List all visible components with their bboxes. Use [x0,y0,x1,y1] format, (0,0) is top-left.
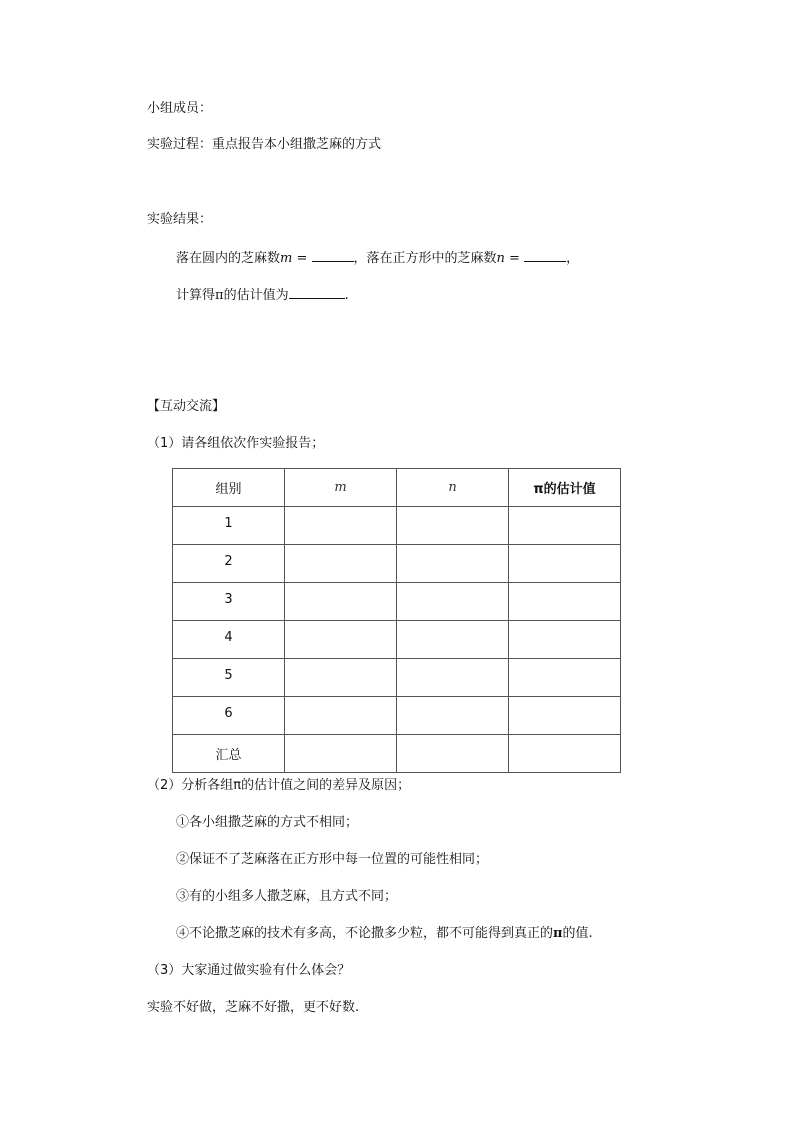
n-cell [397,697,509,735]
result-label: 实验结果： [147,212,213,227]
group-cell: 6 [173,697,285,735]
m-cell [285,697,397,735]
question-3: （3）大家通过做实验有什么体会？ [147,963,351,978]
answer-text: 实验不好做，芝麻不好撒，更不好数. [147,1000,360,1015]
n-cell [397,659,509,697]
n-cell [397,545,509,583]
table-row [173,621,621,659]
table-row [173,583,621,621]
n-blank [524,248,566,262]
header-group: 组别 [173,469,285,507]
m-cell [285,659,397,697]
reason-4-text-a: ④不论撒芝麻的技术有多高，不论撒多少粒，都不可能得到真正的 [176,926,554,941]
question-1: （1）请各组依次作实验报告； [147,436,325,451]
result-line2-end: . [344,288,349,303]
m-cell [285,621,397,659]
m-cell [285,545,397,583]
m-blank [312,248,354,262]
table-header-row [173,469,621,507]
reason-4 [176,925,593,943]
result-line1-text-a: 落在圆内的芝麻数 [176,251,281,266]
n-cell [397,735,509,773]
group-cell: 2 [173,545,285,583]
pi-cell [509,735,621,773]
group-cell: 1 [173,507,285,545]
pi-cell [509,697,621,735]
pi-estimate-blank [289,285,345,299]
process-label: 实验过程：重点报告本小组撒芝麻的方式 [147,137,382,152]
result-line-2 [176,285,349,305]
m-cell [285,735,397,773]
group-cell: 4 [173,621,285,659]
result-line1-text-b: ，落在正方形中的芝麻数 [353,251,497,266]
group-cell: 3 [173,583,285,621]
table-row [173,659,621,697]
result-line1-end: ， [566,251,580,266]
group-cell: 汇总 [173,735,285,773]
pi-cell [509,621,621,659]
m-cell [285,583,397,621]
table-row [173,507,621,545]
table-row [173,545,621,583]
results-table [172,468,621,773]
n-variable: n [496,251,505,266]
table-row [173,697,621,735]
group-cell: 5 [173,659,285,697]
m-variable: m [280,251,293,266]
result-line2-text-a: 计算得 [176,288,216,303]
n-cell [397,621,509,659]
pi-cell [509,507,621,545]
n-cell [397,507,509,545]
reason-2: ②保证不了芝麻落在正方形中每一位置的可能性相同； [176,852,489,867]
equals-sign: = [292,251,312,266]
reason-4-text-b: 的值. [562,926,593,941]
reason-1: ①各小组撒芝麻的方式不相同； [176,815,359,830]
question-2: （2）分析各组π的估计值之间的差异及原因； [147,778,411,793]
pi-symbol: π [553,926,563,941]
pi-cell [509,583,621,621]
interact-title: 【互动交流】 [147,399,226,414]
reason-3: ③有的小组多人撒芝麻，且方式不同； [176,889,398,904]
equals-sign: = [504,251,525,266]
result-line-1 [176,248,579,268]
table-row [173,735,621,773]
n-cell [397,583,509,621]
pi-cell [509,659,621,697]
result-line2-text-b: 的估计值为 [223,288,289,303]
header-n: n [397,469,509,507]
header-m: m [285,469,397,507]
pi-cell [509,545,621,583]
header-pi-estimate: π的估计值 [509,469,621,507]
m-cell [285,507,397,545]
pi-symbol: π [215,288,224,303]
members-label: 小组成员： [147,101,213,116]
